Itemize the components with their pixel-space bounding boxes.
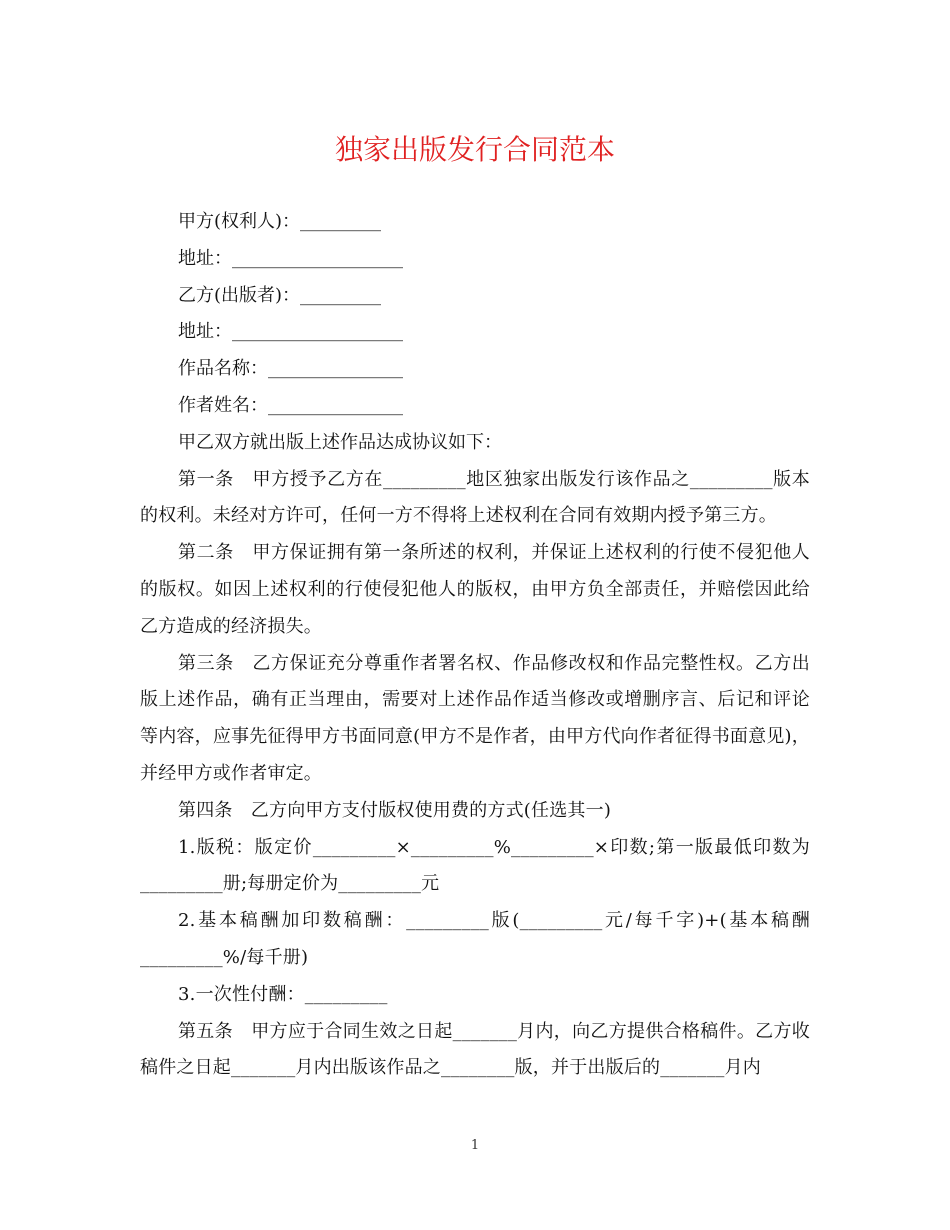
party-a-address-field: 地址：___________________	[178, 247, 403, 269]
article-1: 第一条 甲方授予乙方在_________地区独家出版发行该作品之_________版本的权利。未经对方许可，任何一方不得将上述权利在合同有效期内授予第三方。	[140, 468, 810, 527]
payment-option-royalty: 1.版税：版定价_________×_________%_________×印数;第一版最低印数为_________册;每册定价为_________元	[140, 836, 810, 895]
article-2: 第二条 甲方保证拥有第一条所述的权利，并保证上述权利的行使不侵犯他人的版权。如因上述权利的行使侵犯他人的版权，由甲方负全部责任，并赔偿因此给乙方造成的经济损失。	[140, 542, 810, 637]
article-3: 第三条 乙方保证充分尊重作者署名权、作品修改权和作品完整性权。乙方出版上述作品，确有正当理由，需要对上述作品作适当修改或增删序言、后记和评论等内容，应事先征得甲方书面同意(甲方不是作者，由甲方代向作者征得书面意见)，并经甲方或作者审定。	[140, 652, 810, 784]
party-a-field: 甲方(权利人)：_________	[178, 211, 382, 232]
article-4: 第四条 乙方向甲方支付版权使用费的方式(任选其一)	[178, 799, 612, 821]
agreement-intro: 甲乙双方就出版上述作品达成协议如下：	[178, 431, 502, 453]
article-5: 第五条 甲方应于合同生效之日起_______月内，向乙方提供合格稿件。乙方收稿件之日起_______月内出版该作品之________版，并于出版后的_______月内	[140, 1020, 810, 1079]
author-name-field: 作者姓名：_______________	[178, 394, 403, 416]
work-title-field: 作品名称：_______________	[178, 358, 403, 380]
page-number: 1	[470, 1138, 480, 1153]
party-b-field: 乙方(出版者)：_________	[178, 284, 382, 306]
payment-option-base-fee: 2.基本稿酬加印数稿酬：_________版(_________元/每千字)+(基本稿酬_________%/每千册)	[140, 910, 810, 968]
party-b-address-field: 地址：___________________	[178, 321, 403, 343]
contract-body	[140, 204, 810, 1087]
document-title: 独家出版发行合同范本	[334, 133, 615, 166]
payment-option-lump-sum: 3.一次性付酬：_________	[178, 983, 388, 1005]
